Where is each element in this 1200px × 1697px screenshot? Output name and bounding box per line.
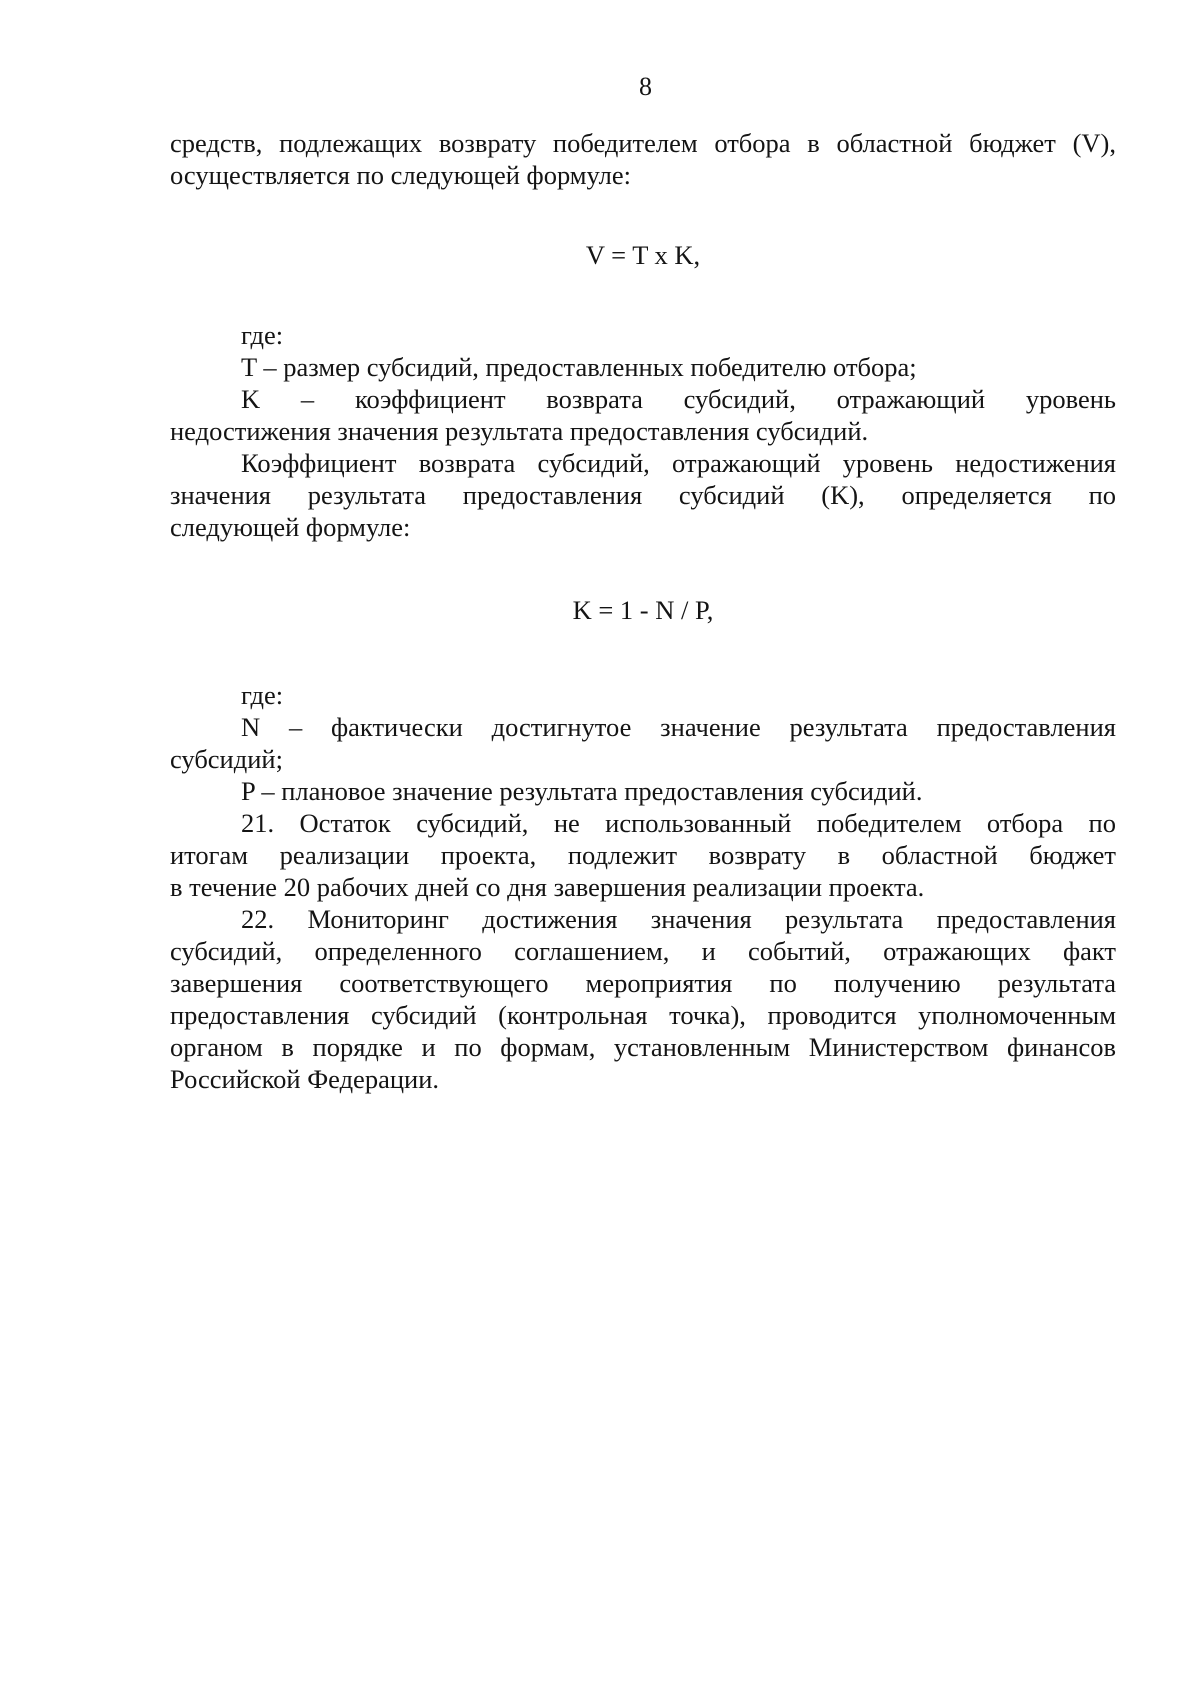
definition-n-continued: субсидий; xyxy=(170,744,283,774)
where-label: где: xyxy=(241,320,284,350)
paragraph-22-line: предоставления субсидий (контрольная точка), проводится уполномоченным xyxy=(170,1000,1116,1030)
page-number: 8 xyxy=(639,72,652,101)
coefficient-paragraph-line: значения результата предоставления субсидий (K), определяется по xyxy=(170,480,1116,510)
paragraph-22-line: завершения соответствующего мероприятия по получению результата xyxy=(170,968,1116,998)
paragraph-21: 21. Остаток субсидий, не использованный победителем отбора по xyxy=(241,808,1116,838)
definition-t: T – размер субсидий, предоставленных победителю отбора; xyxy=(241,352,917,382)
definition-k-continued: недостижения значения результата предоставления субсидий. xyxy=(170,416,869,446)
text-line: осуществляется по следующей формуле: xyxy=(170,160,631,190)
definition-k: K – коэффициент возврата субсидий, отражающий уровень xyxy=(241,384,1116,414)
formula-k: K = 1 - N / P, xyxy=(572,595,714,625)
definition-n: N – фактически достигнутое значение результата предоставления xyxy=(241,712,1116,742)
paragraph-22-line: органом в порядке и по формам, установленным Министерством финансов xyxy=(170,1032,1116,1062)
paragraph-21-line: в течение 20 рабочих дней со дня завершения реализации проекта. xyxy=(170,872,925,902)
document-body xyxy=(170,127,1116,1095)
coefficient-paragraph-line: следующей формуле: xyxy=(170,512,411,542)
paragraph-22: 22. Мониторинг достижения значения результата предоставления xyxy=(241,904,1116,934)
paragraph-22-line: Российской Федерации. xyxy=(170,1064,439,1094)
where-label: где: xyxy=(241,680,284,710)
text-line: средств, подлежащих возврату победителем отбора в областной бюджет (V), xyxy=(170,128,1116,158)
definition-p: P – плановое значение результата предоставления субсидий. xyxy=(241,776,923,806)
paragraph-21-line: итогам реализации проекта, подлежит возврату в областной бюджет xyxy=(170,840,1116,870)
formula-v: V = T x K, xyxy=(585,240,701,270)
coefficient-paragraph: Коэффициент возврата субсидий, отражающий уровень недостижения xyxy=(241,448,1116,478)
paragraph-22-line: субсидий, определенного соглашением, и событий, отражающих факт xyxy=(170,936,1116,966)
